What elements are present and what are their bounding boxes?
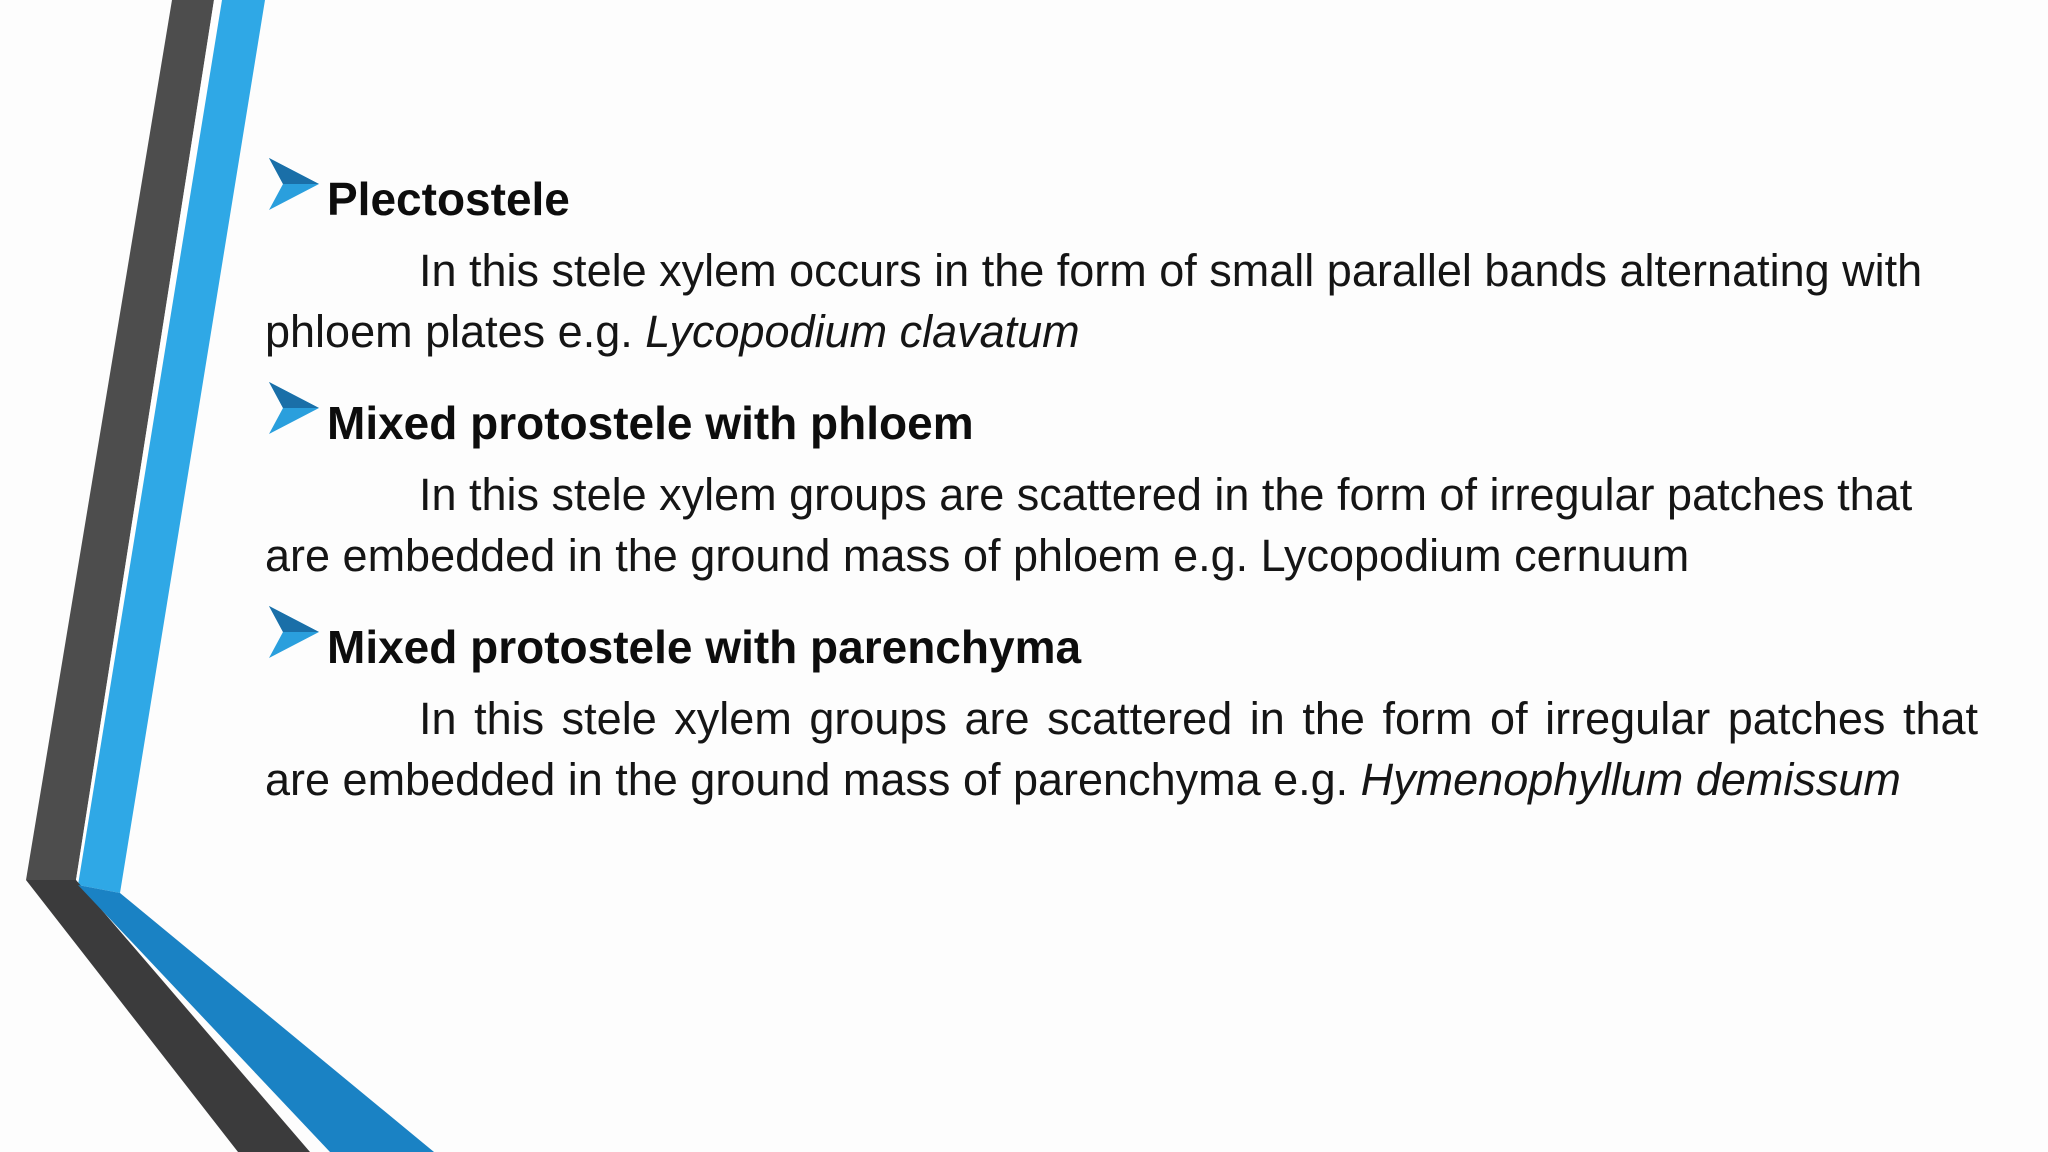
paragraph-text: In this stele xylem occurs in the form of small parallel bands alternating with phloem plates e.g.	[265, 245, 1923, 357]
heading-row	[265, 598, 1978, 684]
arrow-bullet-icon	[265, 378, 321, 440]
heading-row	[265, 150, 1978, 236]
content-area	[265, 150, 1978, 810]
paragraph-text: In this stele xylem groups are scattered in the form of irregular patches that are embedded in the ground mass of phloem e.g. Lycopodium cernuum	[265, 469, 1913, 581]
section-paragraph	[265, 464, 1978, 586]
section-heading: Plectostele	[327, 173, 570, 225]
section-paragraph	[265, 688, 1978, 810]
section-mixed-parenchyma	[265, 598, 1978, 810]
heading-row	[265, 374, 1978, 460]
paragraph-text: In this stele xylem groups are scattered in the form of irregular patches that are embedded in the ground mass of parenchyma e.g.	[265, 693, 1978, 805]
section-heading: Mixed protostele with phloem	[327, 397, 974, 449]
decor-white-stripe	[76, 0, 222, 890]
section-mixed-phloem	[265, 374, 1978, 586]
arrow-bullet-icon	[265, 602, 321, 664]
paragraph-example: Lycopodium clavatum	[645, 306, 1080, 357]
paragraph-example: Hymenophyllum demissum	[1360, 754, 1901, 805]
section-heading: Mixed protostele with parenchyma	[327, 621, 1082, 673]
arrow-bullet-icon	[265, 154, 321, 216]
section-paragraph	[265, 240, 1978, 362]
section-plectostele	[265, 150, 1978, 362]
